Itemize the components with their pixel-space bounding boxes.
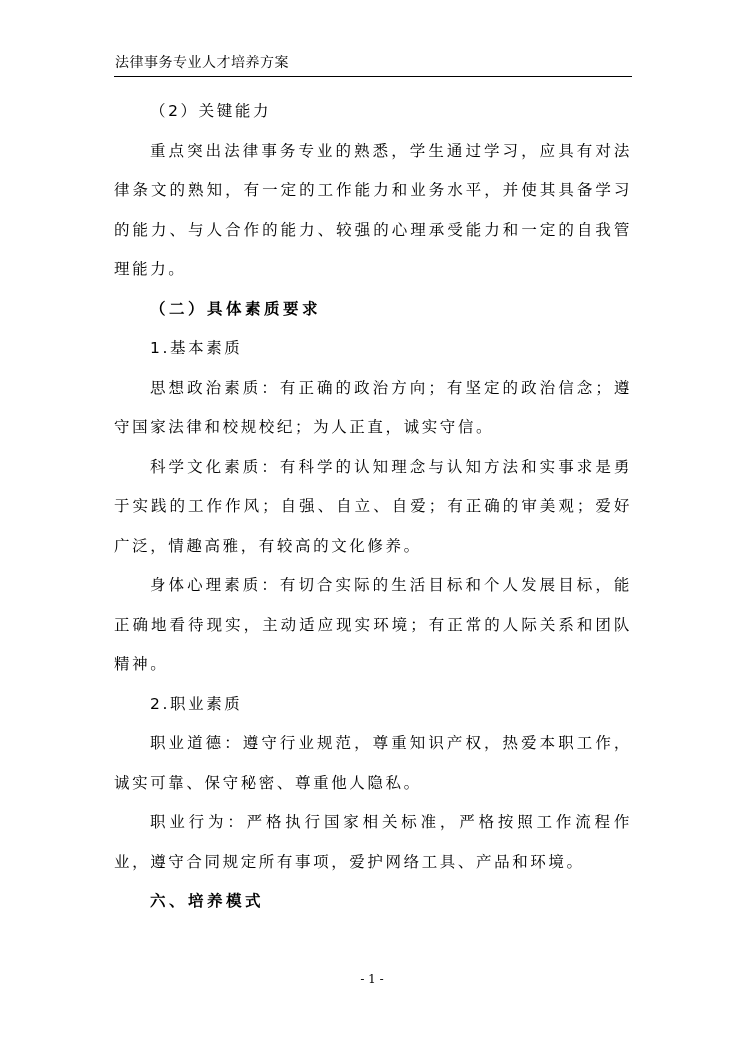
paragraph-physical-mental-quality: 身体心理素质：有切合实际的生活目标和个人发展目标，能正确地看待现实，主动适应现实环境；有正常的人际关系和团队精神。 bbox=[114, 576, 632, 673]
section-heading-quality-requirements: （二）具体素质要求 bbox=[150, 299, 322, 318]
item-heading-professional-quality: 2.职业素质 bbox=[150, 694, 243, 713]
page-number: - 1 - bbox=[360, 972, 384, 986]
paragraph-political-quality: 思想政治素质：有正确的政治方向；有坚定的政治信念；遵守国家法律和校规校纪；为人正直，诚实守信。 bbox=[114, 378, 632, 436]
chapter-heading-training-mode: 六、培养模式 bbox=[150, 892, 265, 910]
sub-heading-key-ability: （2）关键能力 bbox=[150, 102, 272, 120]
paragraph-professional-ethics: 职业道德：遵守行业规范，尊重知识产权，热爱本职工作，诚实可靠、保守秘密、尊重他人隐私。 bbox=[114, 734, 632, 792]
page-header-title: 法律事务专业人才培养方案 bbox=[115, 55, 289, 71]
header-divider bbox=[114, 76, 632, 77]
paragraph-professional-behavior: 职业行为：严格执行国家相关标准，严格按照工作流程作业，遵守合同规定所有事项，爱护网络工具、产品和环境。 bbox=[114, 813, 632, 871]
paragraph-science-culture-quality: 科学文化素质：有科学的认知理念与认知方法和实事求是勇于实践的工作作风；自强、自立、自爱；有正确的审美观；爱好广泛，情趣高雅，有较高的文化修养。 bbox=[114, 457, 632, 555]
item-heading-basic-quality: 1.基本素质 bbox=[150, 339, 243, 357]
paragraph-key-ability: 重点突出法律事务专业的熟悉，学生通过学习，应具有对法律条文的熟知，有一定的工作能力和业务水平，并使其具备学习的能力、与人合作的能力、较强的心理承受能力和一定的自我管理能力。 bbox=[114, 141, 632, 278]
document-body bbox=[114, 92, 632, 922]
